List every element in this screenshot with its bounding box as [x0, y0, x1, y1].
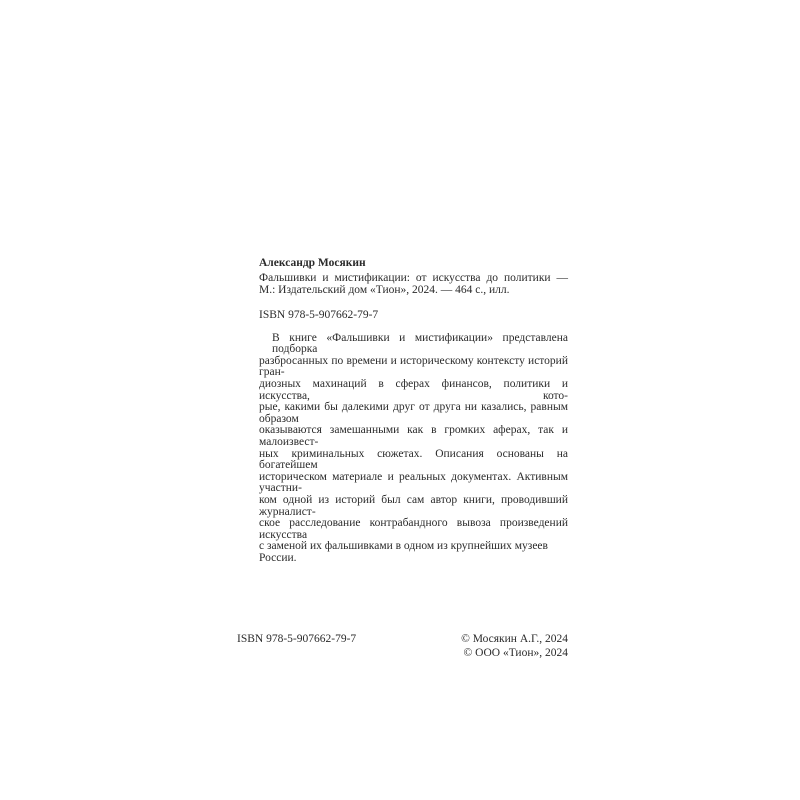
copyright-line: © ООО «Тион», 2024 — [463, 647, 568, 659]
imprint-text-block — [259, 257, 568, 564]
annotation-line: ское расследование контрабандного вывоза произведений искусства — [259, 517, 568, 541]
copyright-line: © Мосякин А.Г., 2024 — [461, 633, 568, 645]
copyright-block — [461, 632, 568, 660]
annotation-line: ных криминальных сюжетах. Описания основаны на богатейшем — [259, 447, 568, 472]
annotation-line: с заменой их фальшивками в одном из крупнейших музеев России. — [259, 540, 548, 564]
annotation-line: оказываются замешанными как в громких аферах, так и малоизвест- — [259, 424, 568, 448]
bibliographic-description-line-2: М.: Издательский дом «Тион», 2024. — 464 с., илл. — [259, 283, 510, 296]
annotation-line: рые, какими бы далекими друг от друга ни казались, равным образом — [259, 401, 568, 425]
annotation-line: В книге «Фальшивки и мистификации» представлена подборка — [272, 331, 568, 356]
isbn-top: ISBN 978-5-907662-79-7 — [259, 308, 379, 321]
bibliographic-description-line-1: Фальшивки и мистификации: от искусства до политики — — [259, 272, 568, 284]
annotation-paragraph — [259, 333, 568, 565]
annotation-line: ком одной из историй был сам автор книги, проводивший журналист- — [259, 493, 568, 518]
footer-row — [237, 632, 568, 660]
annotation-line: разбросанных по времени и историческому контексту историй гран- — [259, 354, 568, 379]
isbn-bottom: ISBN 978-5-907662-79-7 — [237, 633, 357, 645]
annotation-line: историческом материале и реальных документах. Активным участни- — [259, 470, 568, 495]
annotation-line: диозных махинаций в сферах финансов, политики и искусства, кото- — [259, 377, 568, 402]
author-name: Александр Мосякин — [259, 257, 366, 269]
